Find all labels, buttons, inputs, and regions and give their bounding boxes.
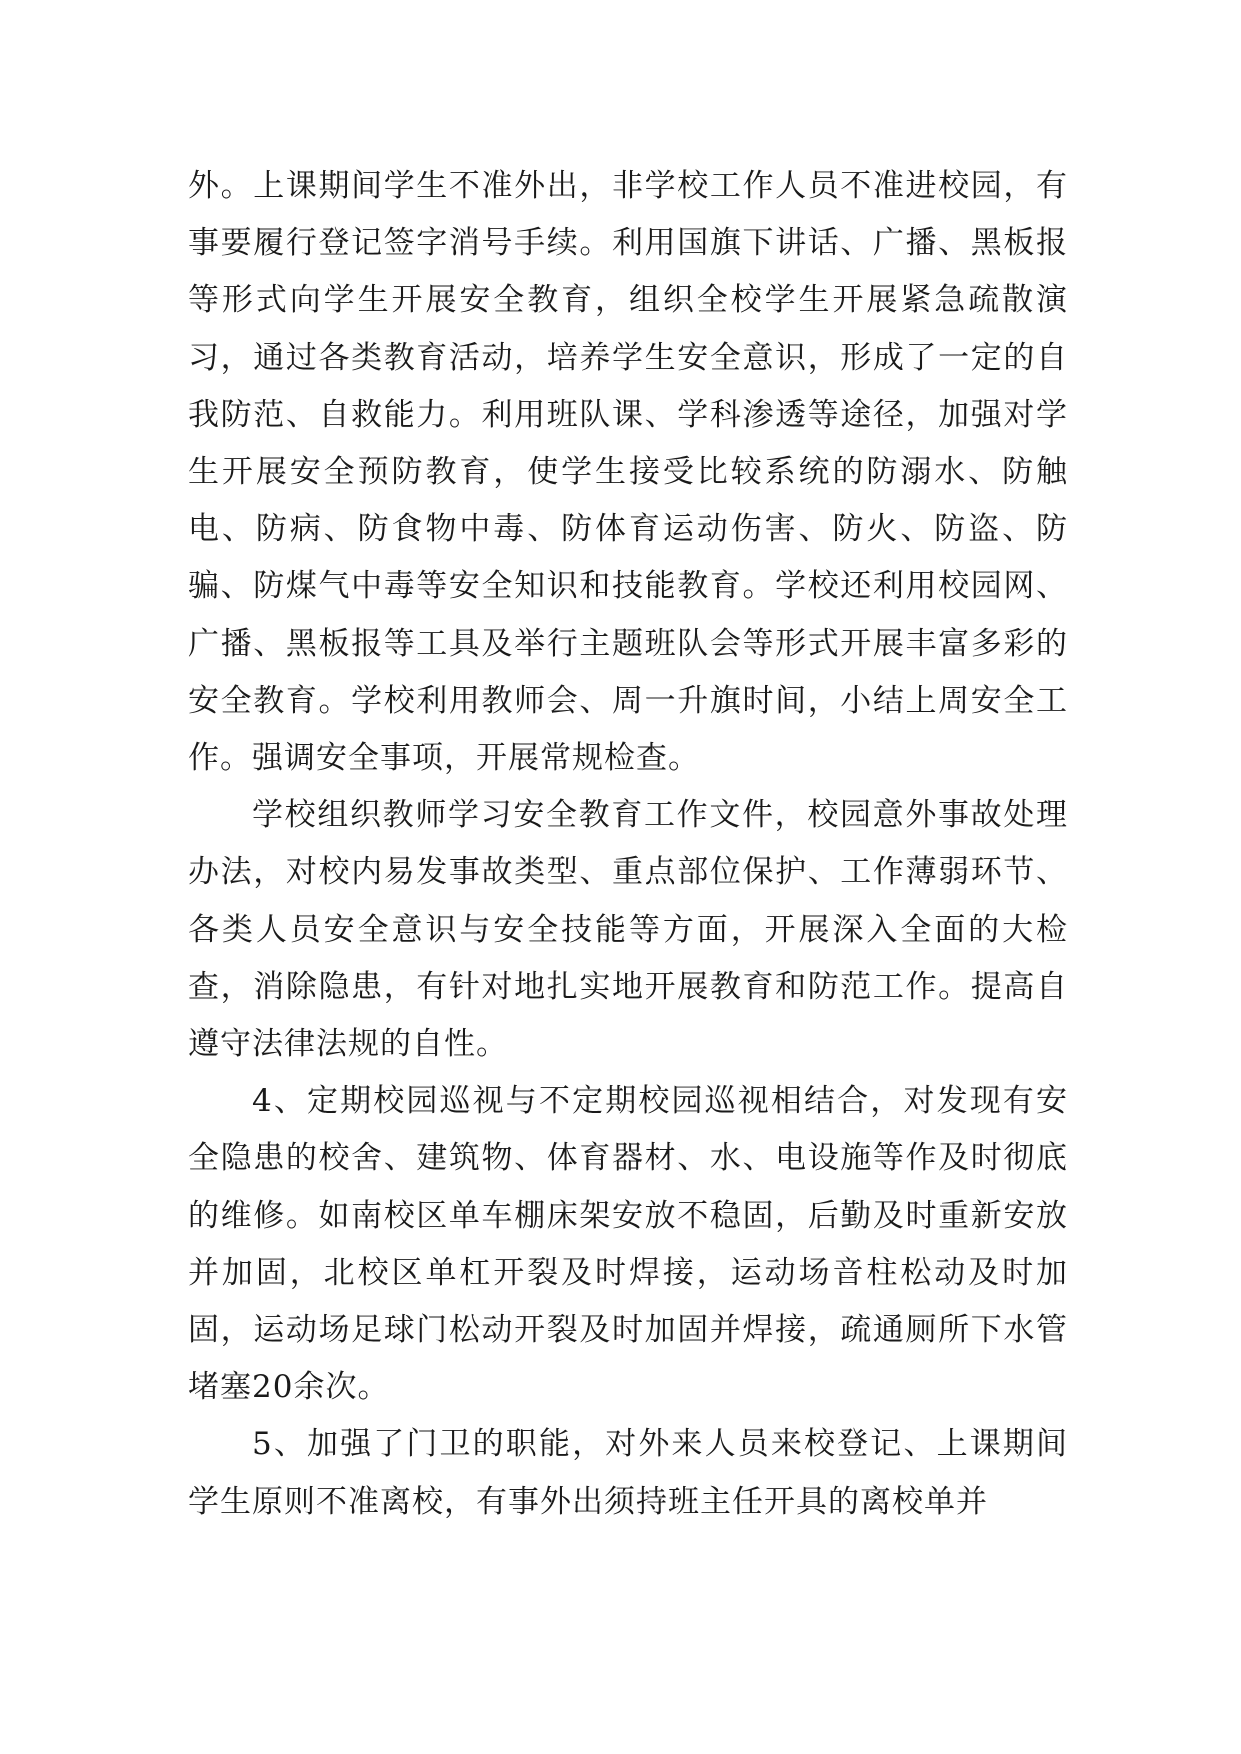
paragraph-4: 5、加强了门卫的职能，对外来人员来校登记、上课期间学生原则不准离校，有事外出须持班主任开具的离校单并 [188, 1426, 1068, 1520]
paragraph-1: 外。上课期间学生不准外出，非学校工作人员不准进校园，有事要履行登记签字消号手续。利用国旗下讲话、广播、黑板报等形式向学生开展安全教育，组织全校学生开展紧急疏散演习，通过各类教育活动，培养学生安全意识，形成了一定的自我防范、自救能力。利用班队课、学科渗透等途径，加强对学生开展安全预防教育，使学生接受比较系统的防溺水、防触电、防病、防食物中毒、防体育运动伤害、防火、防盗、防骗、防煤气中毒等安全知识和技能教育。学校还利用校园网、广播、黑板报等工具及举行主题班队会等形式开展丰富多彩的安全教育。学校利用教师会、周一升旗时间，小结上周安全工作。强调安全事项，开展常规检查。 [188, 168, 1068, 777]
document-body [188, 158, 1068, 1531]
paragraph-2: 学校组织教师学习安全教育工作文件，校园意外事故处理办法，对校内易发事故类型、重点部位保护、工作薄弱环节、各类人员安全意识与安全技能等方面，开展深入全面的大检查，消除隐患，有针对地扎实地开展教育和防范工作。提高自遵守法律法规的自性。 [188, 797, 1068, 1063]
paragraph-3: 4、定期校园巡视与不定期校园巡视相结合，对发现有安全隐患的校舍、建筑物、体育器材、水、电设施等作及时彻底的维修。如南校区单车棚床架安放不稳固，后勤及时重新安放并加固，北校区单杠开裂及时焊接，运动场音柱松动及时加固，运动场足球门松动开裂及时加固并焊接，疏通厕所下水管堵塞20余次。 [188, 1083, 1068, 1406]
